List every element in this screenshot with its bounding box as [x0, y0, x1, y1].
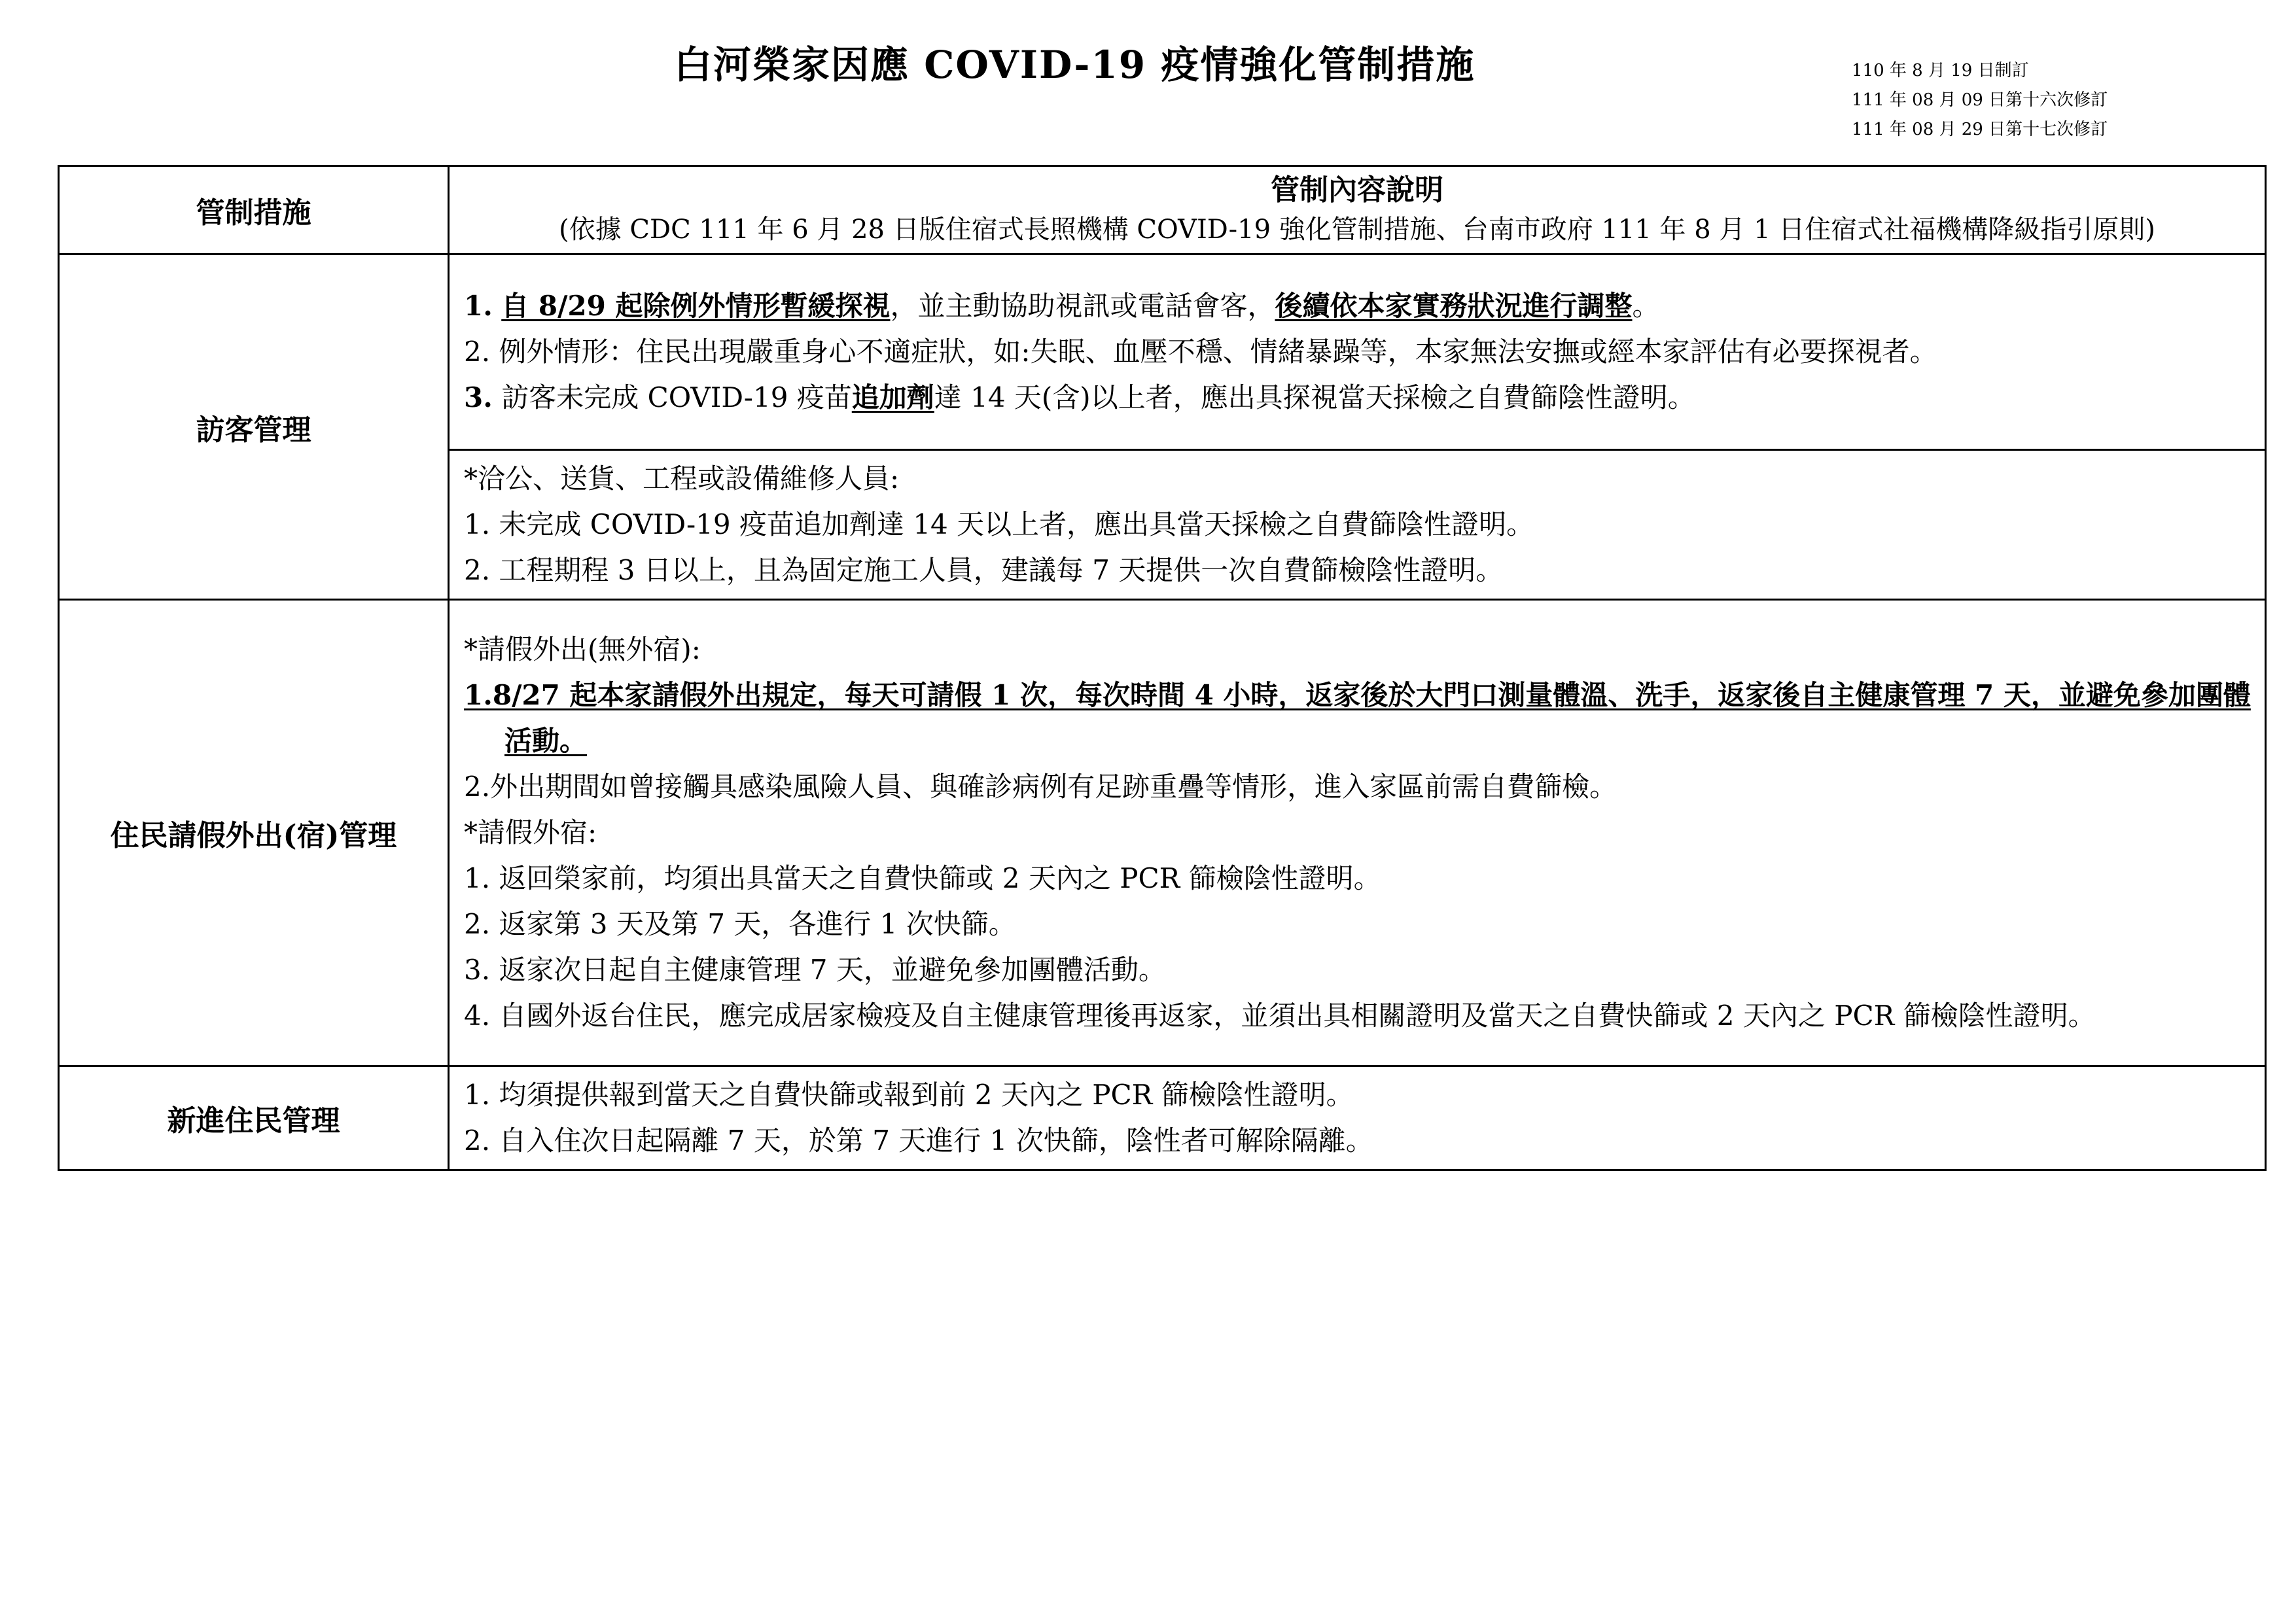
new-residents-rules-cell [449, 1066, 2266, 1170]
workers-heading: *洽公、送貨、工程或設備維修人員: [464, 462, 900, 495]
row-label-new-residents: 新進住民管理 [59, 1066, 449, 1170]
table-row [59, 1066, 2266, 1170]
table-header-row [59, 166, 2266, 254]
measures-table [58, 165, 2267, 1171]
visitor-rule-3-booster: 追加劑 [851, 381, 934, 413]
revision-line: 111 年 08 月 09 日第十六次修訂 [1852, 90, 2108, 110]
table-row [59, 600, 2266, 1066]
row-label-leave: 住民請假外出(宿)管理 [59, 600, 449, 1066]
row-label-visitor: 訪客管理 [59, 254, 449, 600]
leave-out-heading: *請假外出(無外宿): [464, 633, 701, 665]
revision-history [1852, 56, 2108, 145]
leave-stay-rule-2: 2. 返家第 3 天及第 7 天，各進行 1 次快篩。 [464, 908, 1016, 940]
leave-stay-rule-4: 4. 自國外返台住民，應完成居家檢疫及自主健康管理後再返家，並須出具相關證明及當天之自費快篩或 2 天內之 PCR 篩檢陰性證明。 [464, 1000, 2096, 1032]
revision-line: 110 年 8 月 19 日制訂 [1852, 61, 2029, 80]
leave-rules-cell [449, 600, 2266, 1066]
page-title: 白河榮家因應 COVID-19 疫情強化管制措施 [674, 43, 1475, 87]
visitor-rule-1: 1. 自 8/29 起除例外情形暫緩探視，並主動協助視訊或電話會客，後續依本家實務狀況進行調整。 [464, 290, 1660, 322]
visitor-rule-1-adjust: 後續依本家實務狀況進行調整 [1275, 290, 1633, 322]
revision-line: 111 年 08 月 29 日第十七次修訂 [1852, 120, 2108, 139]
leave-stay-rule-1: 1. 返回榮家前，均須出具當天之自費快篩或 2 天內之 PCR 篩檢陰性證明。 [464, 862, 1381, 894]
workers-rules-cell [449, 450, 2266, 600]
visitor-rule-2: 2. 例外情形：住民出現嚴重身心不適症狀，如:失眠、血壓不穩、情緒暴躁等，本家無法安撫或經本家評估有必要探視者。 [464, 336, 1937, 368]
workers-rule-1: 1. 未完成 COVID-19 疫苗追加劑達 14 天以上者，應出具當天採檢之自費篩陰性證明。 [464, 508, 1534, 540]
visitor-rule-1-emphasis: 自 8/29 起除例外情形暫緩探視 [501, 290, 891, 322]
header-description-source: (依據 CDC 111 年 6 月 28 日版住宿式長照機構 COVID-19 強化管制措施、台南市政府 111 年 8 月 1 日住宿式社福機構降級指引原則) [559, 215, 2155, 245]
leave-stay-heading: *請假外宿: [464, 816, 597, 848]
header-description [449, 166, 2266, 254]
workers-rule-2: 2. 工程期程 3 日以上，且為固定施工人員，建議每 7 天提供一次自費篩檢陰性證明。 [464, 554, 1504, 586]
leave-out-rule-1: 1.8/27 起本家請假外出規定，每天可請假 1 次，每次時間 4 小時，返家後於大門口測量體溫、洗手，返家後自主健康管理 7 天，並避免參加團體活動。 [464, 679, 2251, 757]
visitor-rule-3: 3. 訪客未完成 COVID-19 疫苗追加劑達 14 天(含)以上者，應出具探視當天採檢之自費篩陰性證明。 [464, 381, 1695, 413]
leave-out-rule-2: 2.外出期間如曾接觸具感染風險人員、與確診病例有足跡重疊等情形，進入家區前需自費篩檢。 [464, 771, 1617, 803]
table-row [59, 254, 2266, 450]
new-residents-rule-2: 2. 自入住次日起隔離 7 天，於第 7 天進行 1 次快篩，陰性者可解除隔離。 [464, 1125, 1373, 1157]
new-residents-rule-1: 1. 均須提供報到當天之自費快篩或報到前 2 天內之 PCR 篩檢陰性證明。 [464, 1079, 1354, 1111]
leave-stay-rule-3: 3. 返家次日起自主健康管理 7 天，並避免參加團體活動。 [464, 954, 1166, 986]
header-description-title: 管制內容說明 [1271, 173, 1443, 207]
visitor-rules-cell [449, 254, 2266, 450]
header-measures: 管制措施 [59, 166, 449, 254]
